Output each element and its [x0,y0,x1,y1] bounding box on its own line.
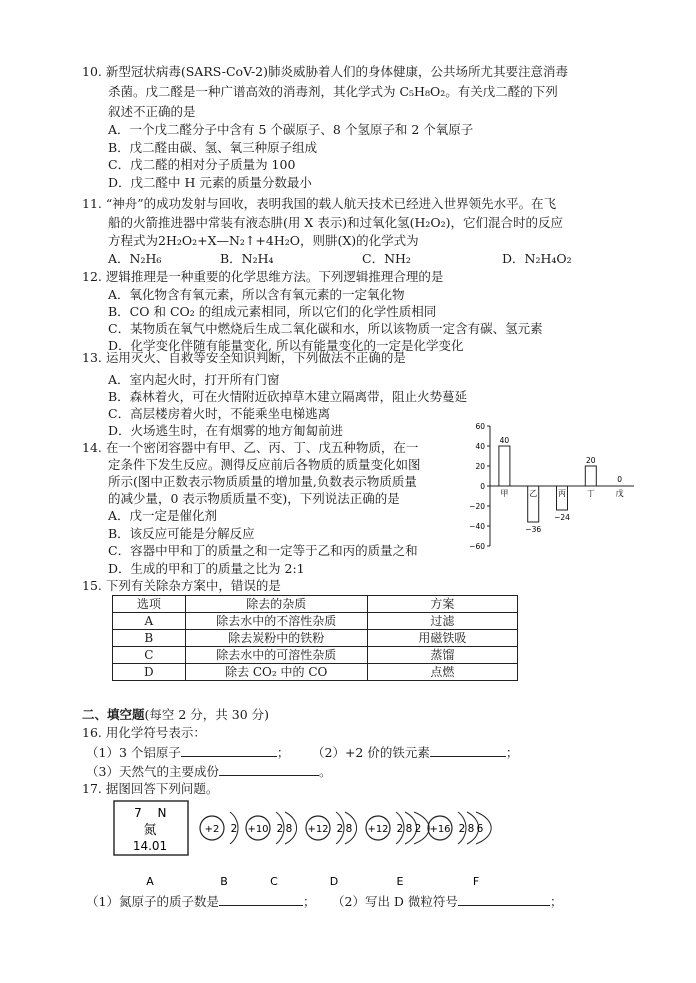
q14-option-a: A．戊一定是催化剂 [108,508,218,523]
q16-answer-blank-1[interactable] [181,744,277,757]
q13-stem: 13. 运用灭火、自救等安全知识判断，下列做法不正确的是 [82,350,406,365]
atom-diagram [428,812,491,844]
table-cell: 除去水中的不溶性杂质 [185,613,367,630]
q16-part2 [312,744,518,761]
shell-electron-count: 8 [345,823,353,835]
category-label: 乙 [529,489,538,498]
table-cell: 除去 CO₂ 中的 CO [185,664,367,681]
shell-electron-count: 2 [458,823,466,835]
q11-stem-line1: 11. “神舟”的成功发射与回收，表明我国的载人航天技术已经进入世界领先水平。在飞 [82,196,557,211]
q17-part1-label: （1）氮原子的质子数是 [86,894,219,909]
shell-electron-count: 8 [405,823,413,835]
q16-part3-end: 。 [318,764,332,779]
element-atomic-mass: 14.01 [132,839,168,853]
bar-value-label: 0 [617,475,622,484]
diagram-label: F [472,875,480,888]
bar-value-label: −24 [554,513,570,522]
q12-option-c: C．某物质在氧气中燃烧后生成二氧化碳和水，所以该物质一定含有碳、氢元素 [108,321,543,336]
q12-option-d: D．化学变化伴随有能量变化, 所以有能量变化的一定是化学变化 [108,338,464,353]
table-cell: C [113,647,186,664]
y-tick-label: 20 [475,462,485,471]
table-header-cell: 方案 [367,596,517,613]
q11-option-b: B．N₂H₄ [220,251,274,266]
table-header-row [113,596,518,613]
q17-part1-end: ； [302,894,316,909]
shell-electron-count: 2 [336,823,344,835]
q17-part2-label: （2）写出 D 微粒符号 [332,894,458,909]
q10-stem-line2: 杀菌。戊二醛是一种广谱高效的消毒剂，其化学式为 C₅H₈O₂。有关戊二醛的下列 [108,84,558,99]
chart-bar [585,466,596,486]
table-row [113,613,518,630]
section-note: (每空 2 分，共 30 分) [144,707,270,722]
shell-electron-count: 8 [285,823,293,835]
atom-diagram [366,812,429,844]
q13-option-b: B．森林着火，可在火情附近砍掉草木建立隔离带，阻止火势蔓延 [108,389,468,404]
y-tick-label: 40 [475,442,485,451]
atom-structure-figure [110,795,530,891]
q14-option-b: B．该反应可能是分解反应 [108,526,255,541]
q13-option-c: C．高层楼房着火时，不能乘坐电梯逃离 [108,406,331,421]
q14-stem-line1: 14. 在一个密闭容器中有甲、乙、丙、丁、戊五种物质，在一 [82,440,419,455]
category-label: 甲 [500,489,509,498]
nucleus-charge: +2 [204,824,220,835]
section-heading [82,707,269,723]
q10-stem-line1: 10. 新型冠状病毒(SARS-CoV-2)肺炎威胁着人们的身体健康，公共场所尤其要注意消毒 [82,64,568,79]
q14-stem-line2: 定条件下发生反应。测得反应前后各物质的质量变化如图 [108,457,421,472]
q11-stem-line2: 船的火箭推进器中常装有液态肼(用 X 表示)和过氧化氢(H₂O₂)，它们混合时的反应 [108,215,564,230]
category-label: 丙 [558,489,566,498]
y-tick-label: 0 [480,482,485,491]
q14-stem-line3: 所示(图中正数表示物质质量的增加量,负数表示物质质量 [108,474,417,489]
table-header-cell: 选项 [113,596,186,613]
table-cell: A [113,613,186,630]
y-tick-label: −20 [469,502,485,511]
category-label: 戊 [615,489,624,498]
q16-part2-label: （2）+2 价的铁元素 [312,745,430,760]
shell-electron-count: 6 [476,823,484,835]
q14-option-d: D．生成的甲和丁的质量之比为 2:1 [108,561,305,576]
element-name: 氮 [143,823,157,838]
q10-stem-line3: 叙述不正确的是 [108,104,196,119]
y-tick-label: 60 [475,422,485,431]
q16-answer-blank-3[interactable] [219,763,319,776]
q16-part3 [86,763,331,780]
shell-electron-count: 2 [414,823,422,835]
q17-stem: 17. 据图回答下列问题。 [82,781,219,796]
shell-electron-count: 2 [276,823,284,835]
table-row [113,647,518,664]
q16-stem: 16. 用化学符号表示： [82,725,206,740]
q17-part2 [332,893,562,910]
shell-electron-count: 8 [467,823,475,835]
q16-part3-label: （3）天然气的主要成份 [86,764,219,779]
atom-diagram [246,812,297,844]
table-row [113,630,518,647]
nucleus-charge: +12 [307,824,329,835]
shell-electron-count: 2 [396,823,404,835]
category-label: 丁 [586,489,595,498]
element-card-nitrogen [114,801,188,855]
y-tick-label: −40 [469,522,485,531]
q16-answer-blank-2[interactable] [430,744,506,757]
shell-electron-count: 2 [230,823,238,835]
diagram-label: C [270,875,278,888]
table-cell: 除去炭粉中的铁粉 [185,630,367,647]
bar-value-label: 20 [586,456,596,465]
q11-stem-line3: 方程式为2H₂O₂+X—N₂↑+4H₂O，则肼(X)的化学式为 [108,233,419,248]
q13-option-d: D．火场逃生时，在有烟雾的地方匍匐前进 [108,423,344,438]
q15-stem: 15. 下列有关除杂方案中，错误的是 [82,578,281,593]
bar-value-label: 40 [499,436,510,445]
q10-option-d: D．戊二醛中 H 元素的质量分数最小 [108,175,312,190]
table-cell: 用磁铁吸 [367,630,517,647]
table-cell: 过滤 [367,613,517,630]
q11-option-a: A．N₂H₆ [108,251,162,266]
q16-part1-end: ； [276,745,290,760]
atom-diagram [200,812,238,844]
element-atomic-number: 7 [134,806,142,820]
element-symbol: N [157,806,167,820]
bar-value-label: −36 [525,525,542,534]
q17-part2-end: ； [549,894,563,909]
y-tick-label: −60 [469,542,485,551]
q17-answer-blank-2[interactable] [458,893,550,906]
diagram-label: D [329,875,339,888]
chart-bar [499,446,510,486]
q16-part1 [86,744,289,761]
table-cell: 除去水中的可溶性杂质 [185,647,367,664]
q17-part1 [86,893,315,910]
q10-option-a: A．一个戊二醛分子中含有 5 个碳原子、8 个氢原子和 2 个氧原子 [108,122,474,137]
q17-answer-blank-1[interactable] [219,893,303,906]
q13-option-a: A．室内起火时，打开所有门窗 [108,372,280,387]
nucleus-charge: +16 [429,824,451,835]
q11-option-c: C．NH₂ [362,251,411,266]
q12-option-a: A．氧化物含有氧元素，所以含有氧元素的一定氧化物 [108,287,405,302]
table-cell: B [113,630,186,647]
q14-stem-line4: 的减少量，0 表示物质质量不变)，下列说法正确的是 [108,491,400,506]
q10-option-b: B．戊二醛由碳、氢、氧三种原子组成 [108,140,318,155]
q15-table [112,595,518,681]
table-row [113,664,518,681]
table-header-cell: 除去的杂质 [185,596,367,613]
table-cell: 蒸馏 [367,647,517,664]
table-cell: D [113,664,186,681]
nucleus-charge: +10 [247,824,269,835]
q11-option-d: D．N₂H₄O₂ [502,251,572,266]
q12-option-b: B．CO 和 CO₂ 的组成元素相同，所以它们的化学性质相同 [108,304,437,319]
q10-option-c: C．戊二醛的相对分子质量为 100 [108,157,296,172]
section-title: 二、填空题 [82,707,145,722]
q12-stem: 12. 逻辑推理是一种重要的化学思维方法。下列逻辑推理合理的是 [82,269,444,284]
q14-mass-change-chart [462,418,642,554]
atom-diagram [306,812,357,844]
diagram-label: E [396,875,404,888]
q16-part1-label: （1）3 个铝原子 [86,745,181,760]
table-cell: 点燃 [367,664,517,681]
diagram-label: A [146,875,154,888]
q16-part2-end: ； [505,745,519,760]
diagram-label: B [220,875,228,888]
nucleus-charge: +12 [367,824,389,835]
q14-option-c: C．容器中甲和丁的质量之和一定等于乙和丙的质量之和 [108,543,418,558]
